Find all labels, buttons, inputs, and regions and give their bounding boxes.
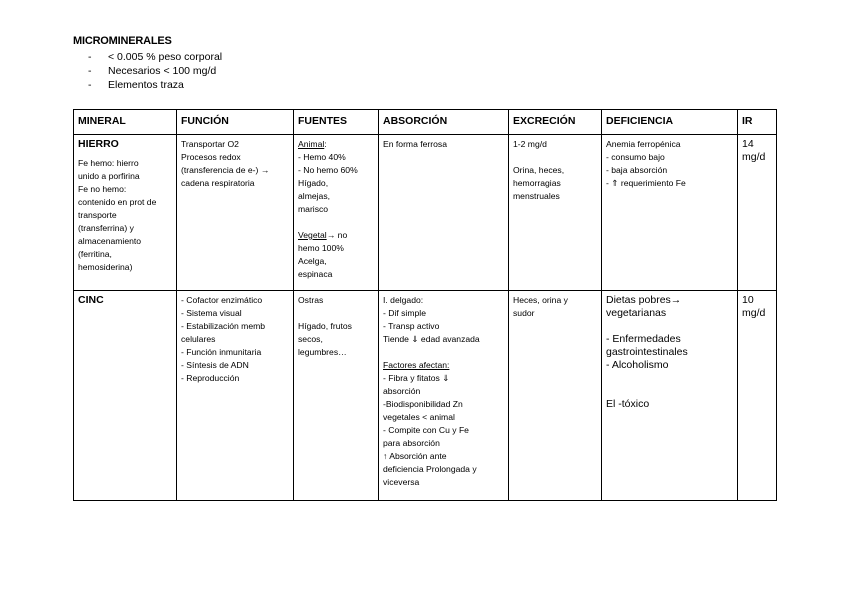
mineral-name: HIERRO bbox=[78, 138, 119, 150]
header-ir: IR bbox=[738, 110, 777, 135]
header-mineral: MINERAL bbox=[74, 110, 177, 135]
cell-absorcion-cinc: I. delgado: - Dif simple - Transp activo Tiende ⇓ edad avanzada Factores afectan: - Fibra y fitatos ⇓ absorción -Biodisponibilidad Zn vegetales < animal - Compite con Cu y Fe para absorción ↑ Absorción ante deficiencia Prolongada y viceversa bbox=[379, 291, 509, 501]
bullet-item: - Necesarios < 100 mg/d bbox=[88, 65, 217, 77]
bullet-item: - Elementos traza bbox=[88, 79, 184, 91]
page-title: MICROMINERALES bbox=[73, 35, 172, 47]
cell-excrecion-cinc: Heces, orina y sudor bbox=[509, 291, 602, 501]
table-row bbox=[74, 135, 777, 291]
cell-ir-hierro: 14 mg/d bbox=[738, 135, 777, 291]
cell-deficiencia-cinc: Dietas pobres→ vegetarianas - Enfermedades gastrointestinales - Alcoholismo El -tóxico bbox=[602, 291, 738, 501]
header-absorcion: ABSORCIÓN bbox=[379, 110, 509, 135]
cell-absorcion-hierro: En forma ferrosa bbox=[379, 135, 509, 291]
cell-fuentes-cinc: Ostras Hígado, frutos secos, legumbres… bbox=[294, 291, 379, 501]
mineral-name: CINC bbox=[78, 294, 104, 306]
cell-excrecion-hierro: 1-2 mg/d Orina, heces, hemorragias menstruales bbox=[509, 135, 602, 291]
header-deficiencia: DEFICIENCIA bbox=[602, 110, 738, 135]
header-excrecion: EXCRECIÓN bbox=[509, 110, 602, 135]
table-row bbox=[74, 291, 777, 501]
cell-mineral-hierro: HIERRO Fe hemo: hierro unido a porfirina Fe no hemo: contenido en prot de transporte (transferrina) y almacenamiento (ferritina, hemosiderina) bbox=[74, 135, 177, 291]
bullet-list bbox=[88, 50, 222, 92]
header-funcion: FUNCIÓN bbox=[177, 110, 294, 135]
minerals-table bbox=[73, 109, 777, 501]
table-header-row bbox=[74, 110, 777, 135]
header-fuentes: FUENTES bbox=[294, 110, 379, 135]
cell-ir-cinc: 10 mg/d bbox=[738, 291, 777, 501]
cell-funcion-cinc: - Cofactor enzimático - Sistema visual - Estabilización memb celulares - Función inmunitaria - Síntesis de ADN - Reproducción bbox=[177, 291, 294, 501]
cell-funcion-hierro: Transportar O2 Procesos redox (transferencia de e-) → cadena respiratoria bbox=[177, 135, 294, 291]
cell-deficiencia-hierro: Anemia ferropénica - consumo bajo - baja absorción - ⇑ requerimiento Fe bbox=[602, 135, 738, 291]
bullet-item: - < 0.005 % peso corporal bbox=[88, 51, 223, 63]
cell-mineral-cinc bbox=[74, 291, 177, 501]
cell-fuentes-hierro: Animal: - Hemo 40% - No hemo 60% Hígado, almejas, marisco Vegetal→ no hemo 100% Acelga, espinaca bbox=[294, 135, 379, 291]
